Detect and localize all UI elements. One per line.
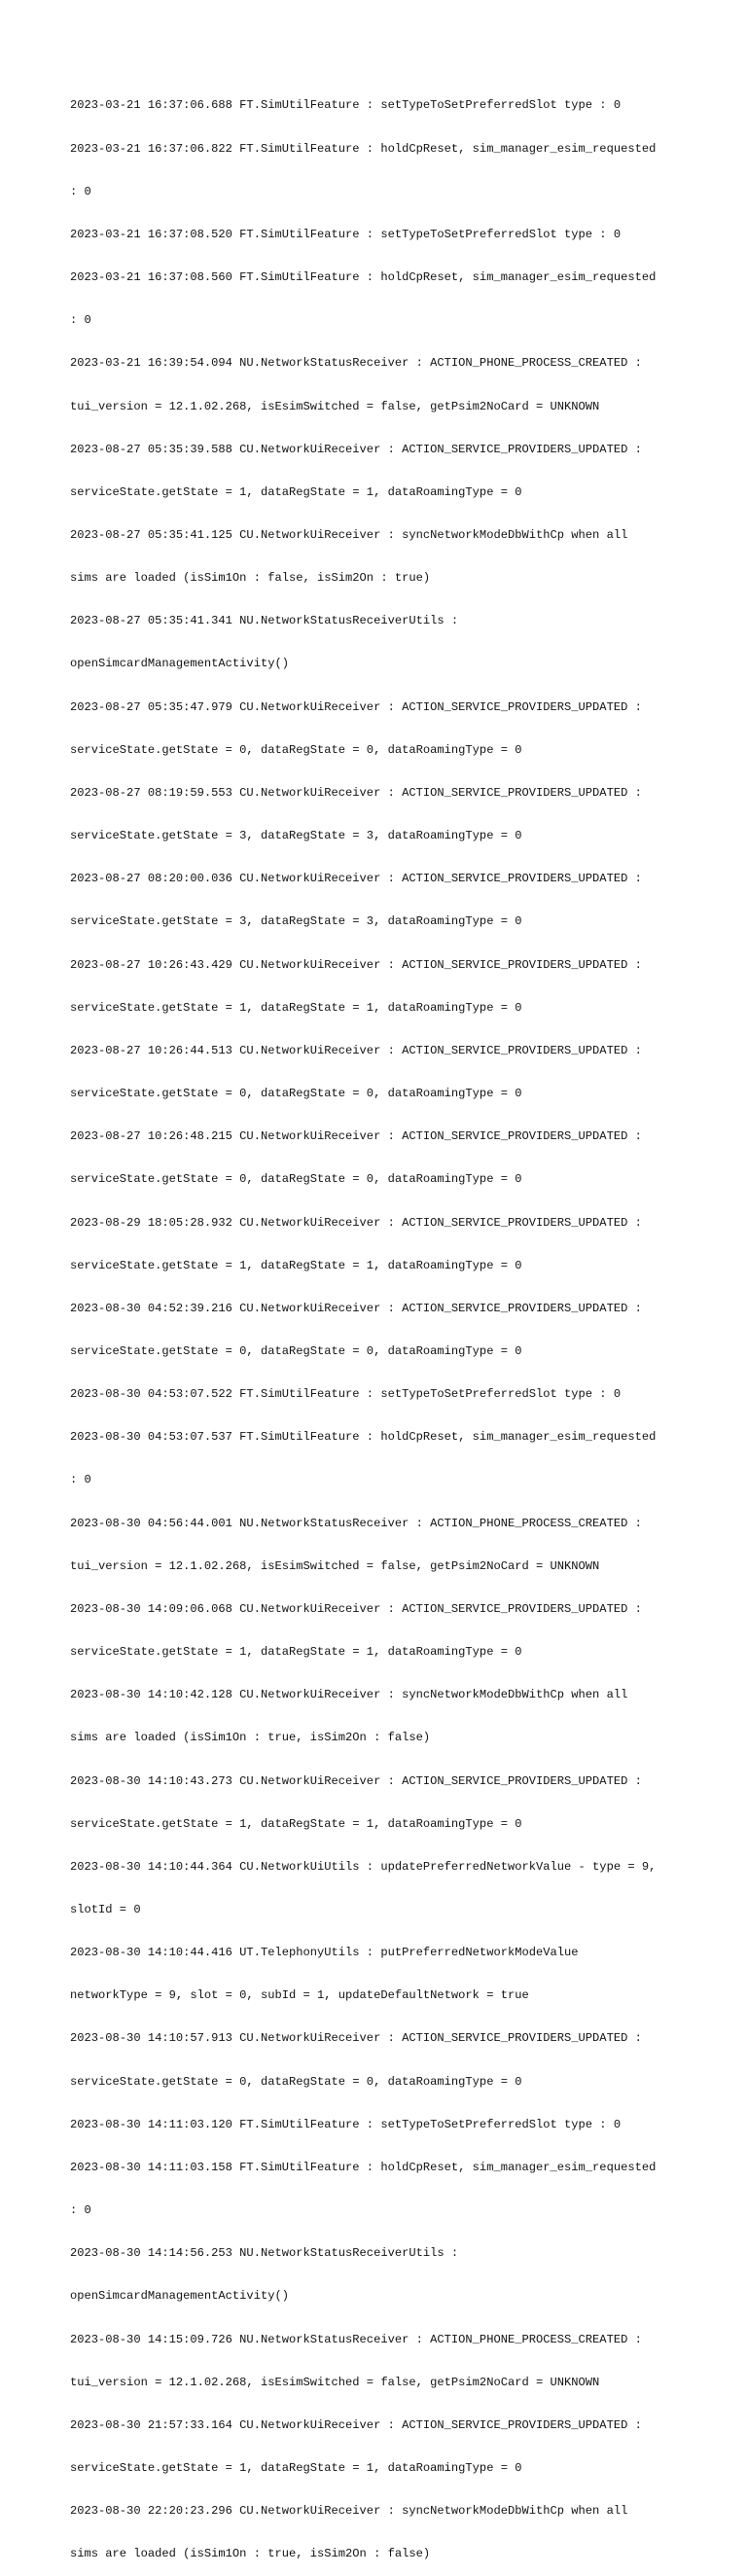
log-line: serviceState.getState = 0, dataRegState = 0, dataRoamingType = 0 bbox=[70, 742, 522, 757]
log-line: 2023-08-27 05:35:39.588 CU.NetworkUiReceiver : ACTION_SERVICE_PROVIDERS_UPDATED : bbox=[70, 442, 642, 456]
log-line: 2023-08-27 05:35:41.341 NU.NetworkStatusReceiverUtils : bbox=[70, 614, 459, 628]
log-line: serviceState.getState = 0, dataRegState = 0, dataRoamingType = 0 bbox=[70, 1087, 522, 1101]
log-line: 2023-08-30 14:15:09.726 NU.NetworkStatusReceiver : ACTION_PHONE_PROCESS_CREATED : bbox=[70, 2332, 642, 2346]
log-line: 2023-08-30 21:57:33.164 CU.NetworkUiReceiver : ACTION_SERVICE_PROVIDERS_UPDATED : bbox=[70, 2417, 642, 2432]
log-line: 2023-08-30 04:53:07.537 FT.SimUtilFeature : holdCpReset, sim_manager_esim_requested bbox=[70, 1430, 657, 1445]
log-line: tui_version = 12.1.02.268, isEsimSwitched = false, getPsim2NoCard = UNKNOWN bbox=[70, 1558, 600, 1573]
log-line: 2023-08-30 22:20:23.296 CU.NetworkUiReceiver : syncNetworkModeDbWithCp when all bbox=[70, 2504, 628, 2519]
log-line: tui_version = 12.1.02.268, isEsimSwitched = false, getPsim2NoCard = UNKNOWN bbox=[70, 399, 600, 413]
log-line: 2023-08-30 14:10:57.913 CU.NetworkUiReceiver : ACTION_SERVICE_PROVIDERS_UPDATED : bbox=[70, 2031, 642, 2046]
log-line: serviceState.getState = 0, dataRegState = 0, dataRoamingType = 0 bbox=[70, 1343, 522, 1358]
log-line: 2023-03-21 16:39:54.094 NU.NetworkStatusReceiver : ACTION_PHONE_PROCESS_CREATED : bbox=[70, 356, 642, 371]
log-document bbox=[70, 70, 693, 2576]
log-line: 2023-08-27 10:26:44.513 CU.NetworkUiReceiver : ACTION_SERVICE_PROVIDERS_UPDATED : bbox=[70, 1043, 642, 1057]
log-line: serviceState.getState = 3, dataRegState = 3, dataRoamingType = 0 bbox=[70, 914, 522, 929]
log-line: 2023-03-21 16:37:06.822 FT.SimUtilFeature : holdCpReset, sim_manager_esim_requested bbox=[70, 141, 657, 156]
log-line: 2023-08-27 08:20:00.036 CU.NetworkUiReceiver : ACTION_SERVICE_PROVIDERS_UPDATED : bbox=[70, 872, 642, 886]
log-line: 2023-08-30 04:53:07.522 FT.SimUtilFeature : setTypeToSetPreferredSlot type : 0 bbox=[70, 1387, 622, 1402]
log-line: networkType = 9, slot = 0, subId = 1, updateDefaultNetwork = true bbox=[70, 1988, 529, 2003]
log-line: : 0 bbox=[70, 313, 91, 328]
log-line: serviceState.getState = 1, dataRegState = 1, dataRoamingType = 0 bbox=[70, 1000, 522, 1015]
log-line: openSimcardManagementActivity() bbox=[70, 2289, 289, 2304]
log-line: 2023-08-27 05:35:41.125 CU.NetworkUiReceiver : syncNetworkModeDbWithCp when all bbox=[70, 528, 628, 542]
log-line: : 0 bbox=[70, 1473, 91, 1487]
log-line: 2023-08-30 04:52:39.216 CU.NetworkUiReceiver : ACTION_SERVICE_PROVIDERS_UPDATED : bbox=[70, 1301, 642, 1315]
log-line: 2023-08-30 14:10:44.416 UT.TelephonyUtils : putPreferredNetworkModeValue bbox=[70, 1946, 579, 1960]
log-line: 2023-08-29 18:05:28.932 CU.NetworkUiReceiver : ACTION_SERVICE_PROVIDERS_UPDATED : bbox=[70, 1215, 642, 1230]
log-line: slotId = 0 bbox=[70, 1903, 141, 1916]
log-line: 2023-08-30 14:14:56.253 NU.NetworkStatusReceiverUtils : bbox=[70, 2246, 459, 2261]
log-line: 2023-08-27 10:26:43.429 CU.NetworkUiReceiver : ACTION_SERVICE_PROVIDERS_UPDATED : bbox=[70, 957, 642, 972]
log-line: openSimcardManagementActivity() bbox=[70, 657, 289, 671]
log-line: 2023-08-30 14:10:44.364 CU.NetworkUiUtils : updatePreferredNetworkValue - type = 9, bbox=[70, 1859, 657, 1874]
log-line: 2023-08-30 14:10:42.128 CU.NetworkUiReceiver : syncNetworkModeDbWithCp when all bbox=[70, 1688, 628, 1702]
log-line: 2023-08-30 04:56:44.001 NU.NetworkStatusReceiver : ACTION_PHONE_PROCESS_CREATED : bbox=[70, 1516, 642, 1530]
log-line: 2023-03-21 16:37:08.560 FT.SimUtilFeature : holdCpReset, sim_manager_esim_requested bbox=[70, 270, 657, 285]
log-line: 2023-08-27 05:35:47.979 CU.NetworkUiReceiver : ACTION_SERVICE_PROVIDERS_UPDATED : bbox=[70, 699, 642, 714]
log-line: 2023-08-30 14:11:03.120 FT.SimUtilFeature : setTypeToSetPreferredSlot type : 0 bbox=[70, 2117, 622, 2131]
log-line: 2023-03-21 16:37:06.688 FT.SimUtilFeature : setTypeToSetPreferredSlot type : 0 bbox=[70, 98, 622, 113]
log-line: serviceState.getState = 0, dataRegState = 0, dataRoamingType = 0 bbox=[70, 1172, 522, 1187]
log-line: serviceState.getState = 1, dataRegState = 1, dataRoamingType = 0 bbox=[70, 1816, 522, 1831]
log-line: 2023-08-30 14:11:03.158 FT.SimUtilFeature : holdCpReset, sim_manager_esim_requested bbox=[70, 2160, 657, 2174]
log-line: serviceState.getState = 1, dataRegState = 1, dataRoamingType = 0 bbox=[70, 1645, 522, 1660]
log-line: 2023-08-30 14:10:43.273 CU.NetworkUiReceiver : ACTION_SERVICE_PROVIDERS_UPDATED : bbox=[70, 1773, 642, 1788]
log-line: 2023-08-27 10:26:48.215 CU.NetworkUiReceiver : ACTION_SERVICE_PROVIDERS_UPDATED : bbox=[70, 1129, 642, 1144]
log-line: : 0 bbox=[70, 2203, 91, 2218]
log-line: serviceState.getState = 3, dataRegState = 3, dataRoamingType = 0 bbox=[70, 829, 522, 843]
log-line: serviceState.getState = 1, dataRegState = 1, dataRoamingType = 0 bbox=[70, 1258, 522, 1272]
log-line: 2023-03-21 16:37:08.520 FT.SimUtilFeature : setTypeToSetPreferredSlot type : 0 bbox=[70, 227, 622, 241]
log-line: sims are loaded (isSim1On : false, isSim2On : true) bbox=[70, 571, 431, 586]
log-line: serviceState.getState = 1, dataRegState = 1, dataRoamingType = 0 bbox=[70, 2461, 522, 2476]
log-line: sims are loaded (isSim1On : true, isSim2On : false) bbox=[70, 1731, 431, 1745]
log-line: sims are loaded (isSim1On : true, isSim2On : false) bbox=[70, 2547, 431, 2561]
log-line: tui_version = 12.1.02.268, isEsimSwitched = false, getPsim2NoCard = UNKNOWN bbox=[70, 2375, 600, 2389]
log-line: 2023-08-27 08:19:59.553 CU.NetworkUiReceiver : ACTION_SERVICE_PROVIDERS_UPDATED : bbox=[70, 785, 642, 800]
log-line: : 0 bbox=[70, 184, 91, 198]
log-line: serviceState.getState = 1, dataRegState = 1, dataRoamingType = 0 bbox=[70, 484, 522, 499]
log-line: 2023-08-30 14:09:06.068 CU.NetworkUiReceiver : ACTION_SERVICE_PROVIDERS_UPDATED : bbox=[70, 1601, 642, 1616]
log-line: serviceState.getState = 0, dataRegState = 0, dataRoamingType = 0 bbox=[70, 2074, 522, 2089]
